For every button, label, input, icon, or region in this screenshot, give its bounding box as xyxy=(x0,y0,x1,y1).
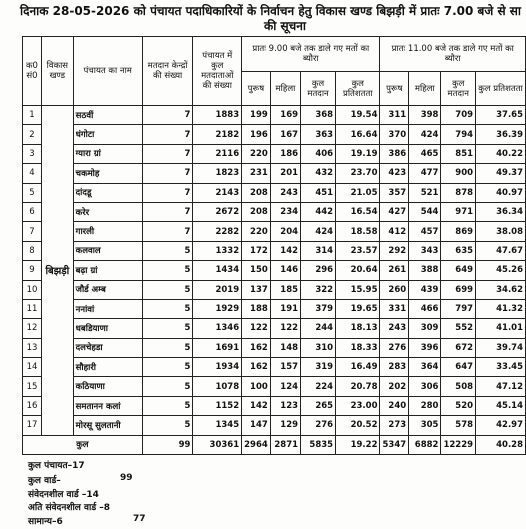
cell-m9: 208 xyxy=(242,202,271,221)
header-percent-11: कुल प्रतिशतता xyxy=(476,72,526,106)
table-row xyxy=(23,202,526,221)
cell-m11: 427 xyxy=(380,202,409,221)
header-male-11: पुरूष xyxy=(380,72,409,106)
cell-name: धंगोटा xyxy=(73,125,142,144)
cell-t11: 520 xyxy=(441,396,476,415)
cell-p9: 15.95 xyxy=(336,280,380,299)
cell-f11: 439 xyxy=(409,280,441,299)
footer-general-wards: सामान्य–6 77 xyxy=(28,514,146,527)
cell-f11: 465 xyxy=(409,144,441,163)
cell-sno: 6 xyxy=(23,202,42,221)
header-female-11: महिला xyxy=(409,72,441,106)
cell-centers: 5 xyxy=(142,358,193,377)
cell-f11: 343 xyxy=(409,241,441,260)
header-group-9am: प्रातः 9.00 बजे तक डाले गए मतों का ब्यौरा xyxy=(242,37,380,72)
cell-t9: 379 xyxy=(301,299,336,318)
total-row xyxy=(23,435,526,454)
cell-t11: 508 xyxy=(441,377,476,396)
cell-t11: 797 xyxy=(441,299,476,318)
cell-m9: 150 xyxy=(242,261,271,280)
cell-t11: 794 xyxy=(441,125,476,144)
cell-sno: 11 xyxy=(23,299,42,318)
cell-name: कठियाणा xyxy=(73,377,142,396)
cell-centers: 5 xyxy=(142,338,193,357)
cell-p11: 45.14 xyxy=(476,396,526,415)
cell-m11: 276 xyxy=(380,338,409,357)
footer-very-sensitive-wards: अति संवेदनशील वार्ड –8 xyxy=(28,503,111,513)
cell-f11: 280 xyxy=(409,396,441,415)
table-row xyxy=(23,319,526,338)
cell-f11: 466 xyxy=(409,299,441,318)
cell-p9: 20.64 xyxy=(336,261,380,280)
total-centers: 99 xyxy=(142,435,193,454)
cell-voters: 1823 xyxy=(193,164,242,183)
header-group-11am: प्रातः 11.00 बजे तक डाले गए मतों का ब्यौरा xyxy=(380,37,526,72)
cell-t9: 451 xyxy=(301,183,336,202)
cell-voters: 2116 xyxy=(193,144,242,163)
header-sno: क0 सं0 xyxy=(23,37,42,106)
cell-p9: 23.00 xyxy=(336,396,380,415)
cell-name: चकमोह xyxy=(73,164,142,183)
table-row xyxy=(23,396,526,415)
cell-m11: 386 xyxy=(380,144,409,163)
cell-voters: 2019 xyxy=(193,280,242,299)
cell-sno: 2 xyxy=(23,125,42,144)
cell-t11: 699 xyxy=(441,280,476,299)
cell-t9: 296 xyxy=(301,261,336,280)
cell-centers: 7 xyxy=(142,125,193,144)
cell-name: करेर xyxy=(73,202,142,221)
cell-sno: 4 xyxy=(23,164,42,183)
cell-m9: 188 xyxy=(242,299,271,318)
cell-f9: 124 xyxy=(270,377,300,396)
cell-m9: 100 xyxy=(242,377,271,396)
cell-m11: 412 xyxy=(380,222,409,241)
total-f11: 6882 xyxy=(409,435,441,454)
cell-f11: 457 xyxy=(409,222,441,241)
cell-t11: 647 xyxy=(441,358,476,377)
table-row xyxy=(23,183,526,202)
cell-name: ननांवां xyxy=(73,299,142,318)
title-line-1: दिनाक 28-05-2026 को पंचायत पदाधिकारियों के निर्वाचन हेतु विकास खण्ड बिझड़ी में प्रातः 7.00 बजे से सा xyxy=(20,4,521,18)
cell-m9: 162 xyxy=(242,338,271,357)
table-row xyxy=(23,377,526,396)
cell-f9: 169 xyxy=(270,106,300,125)
cell-m9: 172 xyxy=(242,241,271,260)
cell-voters: 1434 xyxy=(193,261,242,280)
cell-f9: 204 xyxy=(270,222,300,241)
cell-voters: 2672 xyxy=(193,202,242,221)
cell-f11: 309 xyxy=(409,319,441,338)
cell-t9: 363 xyxy=(301,125,336,144)
cell-m11: 331 xyxy=(380,299,409,318)
cell-sno: 16 xyxy=(23,396,42,415)
cell-t9: 314 xyxy=(301,241,336,260)
cell-t9: 265 xyxy=(301,396,336,415)
cell-m11: 423 xyxy=(380,164,409,183)
cell-name: सठवीं xyxy=(73,106,142,125)
cell-f11: 396 xyxy=(409,338,441,357)
cell-sno: 3 xyxy=(23,144,42,163)
total-t9: 5835 xyxy=(301,435,336,454)
cell-t11: 672 xyxy=(441,338,476,357)
cell-voters: 1078 xyxy=(193,377,242,396)
total-p9: 19.22 xyxy=(336,435,380,454)
cell-m9: 147 xyxy=(242,416,271,435)
cell-sno: 14 xyxy=(23,358,42,377)
total-f9: 2871 xyxy=(270,435,300,454)
cell-centers: 5 xyxy=(142,377,193,396)
table-row xyxy=(23,261,526,280)
cell-p9: 16.64 xyxy=(336,125,380,144)
cell-f9: 191 xyxy=(270,299,300,318)
total-m11: 5347 xyxy=(380,435,409,454)
cell-m9: 220 xyxy=(242,222,271,241)
cell-name: कलवाल xyxy=(73,241,142,260)
table-row xyxy=(23,241,526,260)
cell-p11: 33.45 xyxy=(476,358,526,377)
title-line-2: की सूचना xyxy=(263,19,306,33)
cell-p11: 41.32 xyxy=(476,299,526,318)
cell-f9: 185 xyxy=(270,280,300,299)
cell-voters: 2182 xyxy=(193,125,242,144)
cell-t9: 224 xyxy=(301,377,336,396)
cell-name: धबडियाणा xyxy=(73,319,142,338)
header-block: विकास खण्ड xyxy=(42,37,74,106)
cell-centers: 5 xyxy=(142,319,193,338)
cell-sno: 12 xyxy=(23,319,42,338)
cell-t11: 869 xyxy=(441,222,476,241)
cell-p11: 47.67 xyxy=(476,241,526,260)
header-panchayat: पंचायत का नाम xyxy=(73,37,142,106)
cell-f11: 544 xyxy=(409,202,441,221)
cell-p9: 23.57 xyxy=(336,241,380,260)
footer-ward-count: कुल वार्ड– 99 xyxy=(28,473,133,486)
total-label: कुल xyxy=(23,435,143,454)
cell-f11: 477 xyxy=(409,164,441,183)
table-row xyxy=(23,416,526,435)
cell-t9: 424 xyxy=(301,222,336,241)
cell-name: जौर्ड अम्ब xyxy=(73,280,142,299)
cell-centers: 7 xyxy=(142,202,193,221)
cell-p9: 19.19 xyxy=(336,144,380,163)
cell-centers: 5 xyxy=(142,396,193,415)
cell-m9: 122 xyxy=(242,319,271,338)
cell-p11: 38.08 xyxy=(476,222,526,241)
cell-t9: 322 xyxy=(301,280,336,299)
table-row xyxy=(23,164,526,183)
cell-m11: 260 xyxy=(380,280,409,299)
cell-name: बढ़ा ग्रां xyxy=(73,261,142,280)
cell-t11: 552 xyxy=(441,319,476,338)
footer-sensitive-wards: संवेदनशील वार्ड –14 xyxy=(28,490,99,500)
cell-p9: 21.05 xyxy=(336,183,380,202)
cell-t9: 432 xyxy=(301,164,336,183)
cell-t9: 276 xyxy=(301,416,336,435)
cell-p11: 40.22 xyxy=(476,144,526,163)
header-female-9: महिला xyxy=(270,72,300,106)
cell-p11: 49.37 xyxy=(476,164,526,183)
cell-m9: 142 xyxy=(242,396,271,415)
cell-name: गारली xyxy=(73,222,142,241)
cell-sno: 5 xyxy=(23,183,42,202)
cell-f11: 398 xyxy=(409,106,441,125)
cell-f9: 142 xyxy=(270,241,300,260)
cell-sno: 7 xyxy=(23,222,42,241)
cell-voters: 1934 xyxy=(193,358,242,377)
cell-f9: 186 xyxy=(270,144,300,163)
cell-m11: 283 xyxy=(380,358,409,377)
cell-t9: 310 xyxy=(301,338,336,357)
cell-voters: 2282 xyxy=(193,222,242,241)
cell-f9: 243 xyxy=(270,183,300,202)
table-row xyxy=(23,299,526,318)
cell-t11: 878 xyxy=(441,183,476,202)
cell-f9: 201 xyxy=(270,164,300,183)
block-name-cell: बिझड़ी xyxy=(42,106,74,436)
cell-m9: 199 xyxy=(242,106,271,125)
cell-p11: 36.34 xyxy=(476,202,526,221)
table-row xyxy=(23,358,526,377)
cell-t9: 406 xyxy=(301,144,336,163)
table-row xyxy=(23,222,526,241)
table-row xyxy=(23,280,526,299)
footer-panchayat-count: कुल पंचायत–17 xyxy=(28,461,85,471)
cell-name: दांदडू xyxy=(73,183,142,202)
cell-sno: 1 xyxy=(23,106,42,125)
cell-m11: 292 xyxy=(380,241,409,260)
cell-m11: 311 xyxy=(380,106,409,125)
cell-f11: 364 xyxy=(409,358,441,377)
cell-p9: 18.13 xyxy=(336,319,380,338)
cell-voters: 1929 xyxy=(193,299,242,318)
cell-f9: 234 xyxy=(270,202,300,221)
cell-p11: 34.62 xyxy=(476,280,526,299)
cell-sno: 15 xyxy=(23,377,42,396)
cell-f11: 306 xyxy=(409,377,441,396)
cell-voters: 2143 xyxy=(193,183,242,202)
cell-t9: 319 xyxy=(301,358,336,377)
header-total-votes-11: कुल मतदान xyxy=(441,72,476,106)
document-title xyxy=(20,4,526,34)
cell-p11: 37.65 xyxy=(476,106,526,125)
cell-p9: 20.78 xyxy=(336,377,380,396)
cell-sno: 13 xyxy=(23,338,42,357)
cell-name: सौहारी xyxy=(73,358,142,377)
cell-f11: 388 xyxy=(409,261,441,280)
cell-t11: 851 xyxy=(441,144,476,163)
cell-m9: 231 xyxy=(242,164,271,183)
cell-m11: 240 xyxy=(380,396,409,415)
cell-m9: 196 xyxy=(242,125,271,144)
cell-p9: 16.54 xyxy=(336,202,380,221)
cell-p9: 18.33 xyxy=(336,338,380,357)
table-row xyxy=(23,106,526,125)
cell-f9: 146 xyxy=(270,261,300,280)
cell-p9: 19.65 xyxy=(336,299,380,318)
cell-t11: 578 xyxy=(441,416,476,435)
cell-m9: 220 xyxy=(242,144,271,163)
cell-f9: 157 xyxy=(270,358,300,377)
cell-m11: 370 xyxy=(380,125,409,144)
cell-sno: 9 xyxy=(23,261,42,280)
cell-t9: 442 xyxy=(301,202,336,221)
cell-m11: 243 xyxy=(380,319,409,338)
cell-centers: 7 xyxy=(142,164,193,183)
cell-voters: 1346 xyxy=(193,319,242,338)
cell-m11: 273 xyxy=(380,416,409,435)
cell-voters: 1883 xyxy=(193,106,242,125)
cell-p11: 39.74 xyxy=(476,338,526,357)
cell-p11: 41.01 xyxy=(476,319,526,338)
cell-m9: 137 xyxy=(242,280,271,299)
cell-p9: 18.58 xyxy=(336,222,380,241)
cell-p11: 36.39 xyxy=(476,125,526,144)
cell-m11: 202 xyxy=(380,377,409,396)
cell-m9: 208 xyxy=(242,183,271,202)
cell-voters: 1332 xyxy=(193,241,242,260)
cell-name: मोरसू सुलतानी xyxy=(73,416,142,435)
cell-centers: 5 xyxy=(142,299,193,318)
cell-p9: 19.54 xyxy=(336,106,380,125)
table-row xyxy=(23,125,526,144)
cell-centers: 7 xyxy=(142,106,193,125)
cell-p9: 20.52 xyxy=(336,416,380,435)
total-t11: 12229 xyxy=(441,435,476,454)
cell-centers: 5 xyxy=(142,416,193,435)
table-row xyxy=(23,338,526,357)
cell-t11: 709 xyxy=(441,106,476,125)
cell-name: दलचेहडा xyxy=(73,338,142,357)
cell-voters: 1152 xyxy=(193,396,242,415)
cell-name: ग्यारा ग्रां xyxy=(73,144,142,163)
cell-t11: 971 xyxy=(441,202,476,221)
cell-sno: 17 xyxy=(23,416,42,435)
cell-m11: 357 xyxy=(380,183,409,202)
cell-t9: 244 xyxy=(301,319,336,338)
cell-t9: 368 xyxy=(301,106,336,125)
cell-t11: 649 xyxy=(441,261,476,280)
header-male-9: पुरूष xyxy=(242,72,271,106)
header-total-votes-9: कुल मतदान xyxy=(301,72,336,106)
total-m9: 2964 xyxy=(242,435,271,454)
cell-name: समतानन कलां xyxy=(73,396,142,415)
cell-p11: 40.97 xyxy=(476,183,526,202)
cell-f9: 122 xyxy=(270,319,300,338)
header-centers: मतदान केन्द्रों की संख्या xyxy=(142,37,193,106)
cell-centers: 7 xyxy=(142,222,193,241)
cell-voters: 1345 xyxy=(193,416,242,435)
cell-m9: 162 xyxy=(242,358,271,377)
cell-f11: 521 xyxy=(409,183,441,202)
cell-f9: 123 xyxy=(270,396,300,415)
cell-m11: 261 xyxy=(380,261,409,280)
cell-f9: 148 xyxy=(270,338,300,357)
cell-t11: 900 xyxy=(441,164,476,183)
header-total-voters: पंचायत में कुल मतदाताओं की संख्या xyxy=(193,37,242,106)
total-voters: 30361 xyxy=(193,435,242,454)
cell-t11: 635 xyxy=(441,241,476,260)
cell-p11: 45.26 xyxy=(476,261,526,280)
cell-centers: 7 xyxy=(142,183,193,202)
cell-centers: 5 xyxy=(142,261,193,280)
total-p11: 40.28 xyxy=(476,435,526,454)
cell-voters: 1691 xyxy=(193,338,242,357)
polling-table xyxy=(22,36,526,455)
cell-p11: 47.12 xyxy=(476,377,526,396)
cell-f9: 167 xyxy=(270,125,300,144)
cell-sno: 10 xyxy=(23,280,42,299)
cell-p9: 16.49 xyxy=(336,358,380,377)
table-row xyxy=(23,144,526,163)
cell-p11: 42.97 xyxy=(476,416,526,435)
cell-centers: 5 xyxy=(142,280,193,299)
cell-centers: 5 xyxy=(142,241,193,260)
cell-f11: 305 xyxy=(409,416,441,435)
cell-f11: 424 xyxy=(409,125,441,144)
cell-centers: 7 xyxy=(142,144,193,163)
cell-p9: 23.70 xyxy=(336,164,380,183)
cell-f9: 129 xyxy=(270,416,300,435)
cell-sno: 8 xyxy=(23,241,42,260)
header-percent-9: कुल प्रतिशतता xyxy=(336,72,380,106)
